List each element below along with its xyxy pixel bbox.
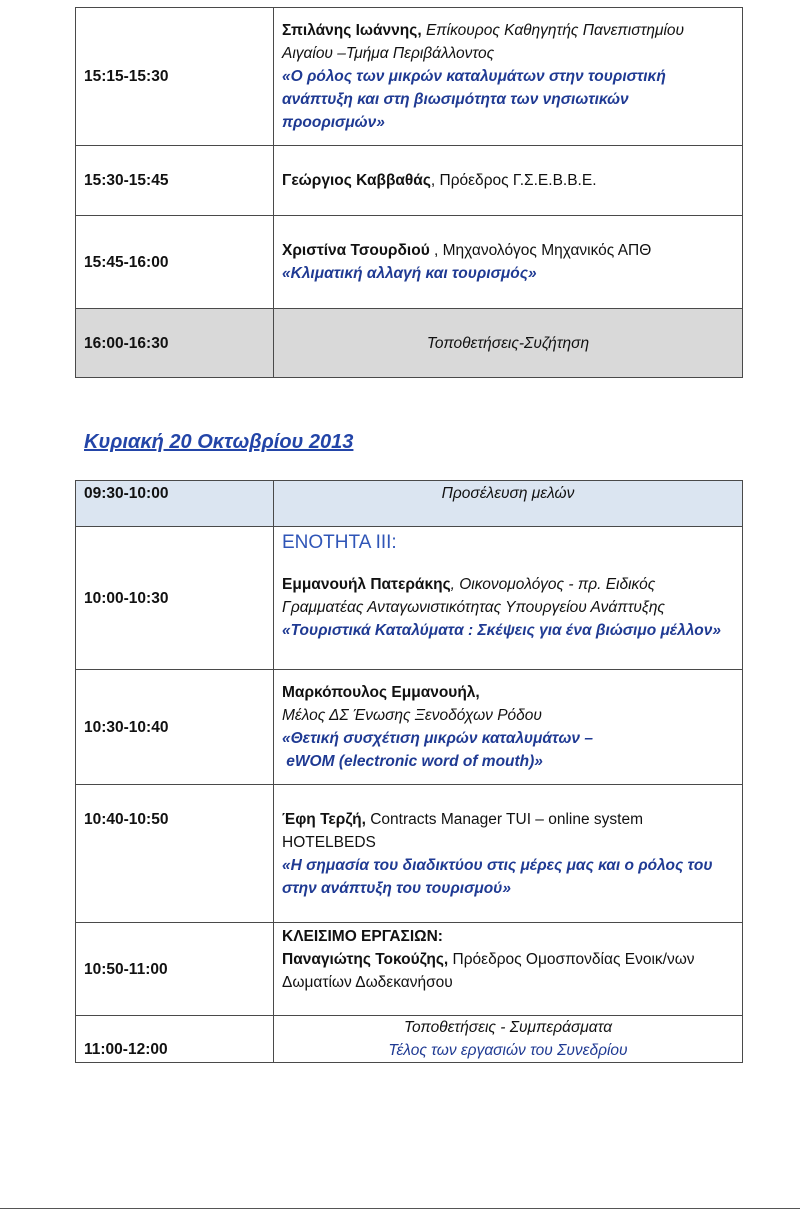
arrival-cell: Προσέλευση μελών (274, 481, 743, 527)
table-row (76, 8, 743, 146)
speaker-name: Χριστίνα Τσουρδιού (282, 242, 430, 259)
session-cell (274, 146, 743, 216)
speaker-name: Μαρκόπουλος Εμμανουήλ, (282, 684, 480, 701)
time-cell: 11:00-12:00 (76, 1016, 274, 1063)
time-cell: 10:30-10:40 (76, 670, 274, 785)
day-heading: Κυριακή 20 Οκτωβρίου 2013 (84, 431, 354, 453)
speaker-name: Σπιλάνης Ιωάννης, (282, 22, 422, 39)
speaker-name: Εμμανουήλ Πατεράκης (282, 576, 451, 593)
speaker-role: Επίκουρος Καθηγητής Πανεπιστημίου Αιγαίου –Τμήμα Περιβάλλοντος (282, 22, 685, 62)
time-cell: 15:45-16:00 (76, 216, 274, 309)
table-row (76, 481, 743, 527)
table-row (76, 309, 743, 378)
speaker-role: , Οικονομολόγος - πρ. Ειδικός Γραμματέας Ανταγωνιστικότητας Υπουργείου Ανάπτυξης (282, 576, 665, 616)
time-cell: 15:30-15:45 (76, 146, 274, 216)
conclusions-text: Τοποθετήσεις - Συμπεράσματα (403, 1019, 613, 1036)
speaker-role: Μέλος ΔΣ Ένωσης Ξενοδόχων Ρόδου (282, 707, 542, 724)
session-cell (274, 670, 743, 785)
table-row (76, 146, 743, 216)
talk-title: «Κλιματική αλλαγή και τουρισμός» (282, 265, 537, 282)
session-cell (274, 527, 743, 670)
time-cell: 10:00-10:30 (76, 527, 274, 670)
time-cell: 16:00-16:30 (76, 309, 274, 378)
time-cell: 10:40-10:50 (76, 785, 274, 923)
table-row (76, 216, 743, 309)
table-row (76, 785, 743, 923)
talk-title: «Η σημασία του διαδικτύου στις μέρες μας και ο ρόλος του στην ανάπτυξη του τουρισμού» (282, 857, 713, 897)
speaker-role: Πρόεδρος Ομοσπονδίας Ενοικ/νων Δωματίων Δωδεκανήσου (282, 951, 695, 991)
session-cell (274, 216, 743, 309)
time-cell: 09:30-10:00 (76, 481, 274, 527)
talk-title-cont: eWOM (electronic word of mouth)» (282, 753, 543, 770)
closing-heading: ΚΛΕΙΣΙΜΟ ΕΡΓΑΣΙΩΝ: (282, 928, 443, 945)
time-cell: 10:50-11:00 (76, 923, 274, 1016)
time-cell: 15:15-15:30 (76, 8, 274, 146)
page-bottom-rule (0, 1208, 800, 1209)
speaker-role: Contracts Manager TUI – online system HOTELBEDS (282, 811, 643, 851)
speaker-role: , Μηχανολόγος Μηχανικός ΑΠΘ (429, 242, 652, 259)
speaker-name: Γεώργιος Καββαθάς (282, 172, 431, 189)
schedule-table-sunday (75, 480, 743, 1063)
session-cell (274, 923, 743, 1016)
table-row (76, 527, 743, 670)
table-row (76, 923, 743, 1016)
table-row (76, 1016, 743, 1063)
session-cell (274, 8, 743, 146)
talk-title: «Θετική συσχέτιση μικρών καταλυμάτων – (282, 730, 593, 747)
speaker-name: Έφη Τερζή, (282, 811, 366, 828)
talk-title: «Τουριστικά Καταλύματα : Σκέψεις για ένα βιώσιμο μέλλον» (282, 622, 721, 639)
table-row (76, 670, 743, 785)
schedule-table-saturday (75, 7, 743, 378)
session-cell (274, 785, 743, 923)
section-title: ΕΝΟΤΗΤΑ ΙΙΙ: (282, 532, 397, 553)
closing-text: Τέλος των εργασιών του Συνεδρίου (388, 1042, 628, 1059)
conclusions-cell (274, 1016, 743, 1063)
discussion-cell: Τοποθετήσεις-Συζήτηση (274, 309, 743, 378)
speaker-name: Παναγιώτης Τοκούζης, (282, 951, 449, 968)
speaker-role: , Πρόεδρος Γ.Σ.Ε.Β.Β.Ε. (430, 172, 597, 189)
talk-title: «Ο ρόλος των μικρών καταλυμάτων στην τουριστική ανάπτυξη και στη βιωσιμότητα των νησιωτικών προορισμών» (282, 68, 666, 131)
